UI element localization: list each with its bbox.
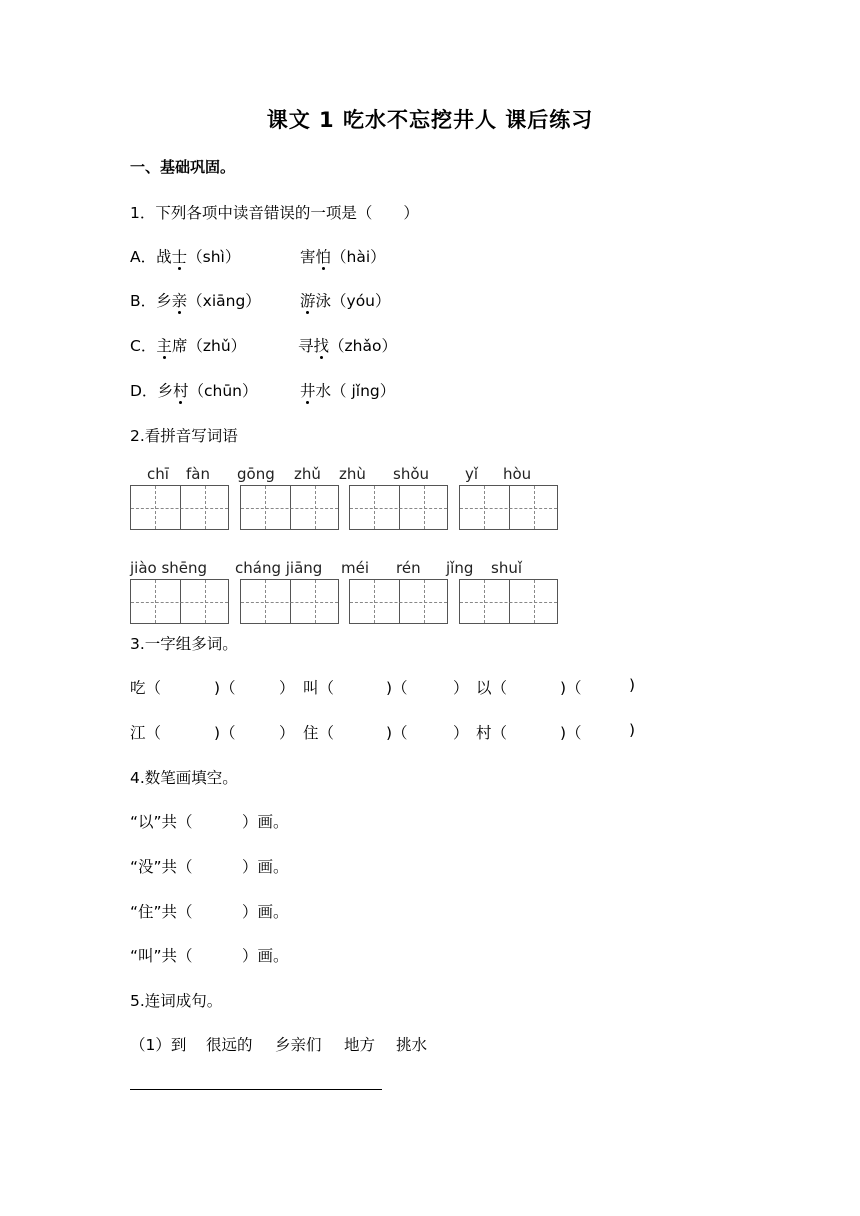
q1-stem: 1．下列各项中读音错误的一项是（ ） — [130, 204, 419, 222]
q5-word: （1）到 — [130, 1036, 187, 1054]
q4-item: “住”共（ — [130, 903, 193, 921]
writing-grid[interactable] — [240, 485, 339, 530]
writing-grid[interactable] — [240, 579, 339, 624]
writing-grid[interactable] — [349, 485, 448, 530]
q3-fill-blank: )（ — [386, 724, 408, 742]
writing-grid[interactable] — [130, 485, 229, 530]
writing-grid[interactable] — [130, 579, 229, 624]
q5-word: 很远的 — [206, 1036, 253, 1054]
q3-fill-blank: 叫（ — [303, 679, 335, 697]
q3-fill-blank: ) — [629, 676, 636, 694]
q3-fill-blank: 村（ — [476, 724, 508, 742]
q5-stem: 5.连词成句。 — [130, 992, 223, 1010]
pinyin-label: fàn — [186, 465, 210, 483]
pinyin-label: shuǐ — [491, 559, 522, 577]
pinyin-label: gōng — [237, 465, 275, 483]
q4-item: “以”共（ — [130, 813, 193, 831]
q3-fill-blank: 以（ — [476, 679, 508, 697]
pinyin-label: méi — [341, 559, 370, 577]
q4-item: “叫”共（ — [130, 947, 193, 965]
q3-fill-blank: 江（ — [130, 724, 162, 742]
writing-grid[interactable] — [459, 485, 558, 530]
answer-line[interactable] — [130, 1089, 382, 1090]
q4-item-suffix: ）画。 — [242, 813, 289, 831]
q2-stem: 2.看拼音写词语 — [130, 427, 238, 445]
writing-grid[interactable] — [459, 579, 558, 624]
q3-fill-blank: 吃（ — [130, 679, 162, 697]
q3-stem: 3.一字组多词。 — [130, 635, 238, 653]
q4-item-suffix: ）画。 — [242, 903, 289, 921]
q3-fill-blank: ） — [453, 679, 469, 697]
q1-option-a-word2: 害怕（hài） — [300, 245, 386, 267]
q3-fill-blank: ） — [279, 724, 295, 742]
pinyin-label: rén — [396, 559, 421, 577]
writing-grid[interactable] — [349, 579, 448, 624]
q1-option-b: B．乡亲（xiāng） — [130, 289, 261, 311]
pinyin-label: zhù — [339, 465, 366, 483]
pinyin-label: yǐ — [465, 465, 479, 483]
q1-option-b-word2: 游泳（yóu） — [300, 289, 391, 311]
q5-word: 地方 — [344, 1036, 376, 1054]
q3-fill-blank: ) — [629, 721, 636, 739]
pinyin-label: jǐng — [446, 559, 474, 577]
page-title: 课文 1 吃水不忘挖井人 课后练习 — [266, 108, 594, 132]
pinyin-label: jiào shēng — [130, 559, 208, 577]
pinyin-label: shǒu — [393, 465, 430, 483]
q3-fill-blank: )（ — [560, 724, 582, 742]
section-heading: 一、基础巩固。 — [130, 158, 236, 176]
q4-item: “没”共（ — [130, 858, 193, 876]
pinyin-label: cháng jiāng — [235, 559, 323, 577]
q3-fill-blank: ） — [453, 724, 469, 742]
q3-fill-blank: )（ — [214, 724, 236, 742]
q3-fill-blank: 住（ — [303, 724, 335, 742]
q3-fill-blank: ） — [279, 679, 295, 697]
q4-stem: 4.数笔画填空。 — [130, 769, 238, 787]
q3-fill-blank: )（ — [560, 679, 582, 697]
q1-option-d-word2: 井水（ jǐng） — [300, 379, 395, 401]
q1-option-d: D．乡村（chūn） — [130, 379, 257, 401]
q3-fill-blank: )（ — [386, 679, 408, 697]
q5-word: 挑水 — [396, 1036, 428, 1054]
q5-word: 乡亲们 — [275, 1036, 322, 1054]
q4-item-suffix: ）画。 — [242, 858, 289, 876]
q4-item-suffix: ）画。 — [242, 947, 289, 965]
q3-fill-blank: )（ — [214, 679, 236, 697]
q1-option-c-word2: 寻找（zhǎo） — [298, 334, 397, 356]
pinyin-label: zhǔ — [294, 465, 321, 483]
q1-option-c: C．主席（zhǔ） — [130, 334, 246, 356]
pinyin-label: hòu — [503, 465, 532, 483]
q1-option-a: A．战士（shì） — [130, 245, 240, 267]
pinyin-label: chī — [147, 465, 169, 483]
